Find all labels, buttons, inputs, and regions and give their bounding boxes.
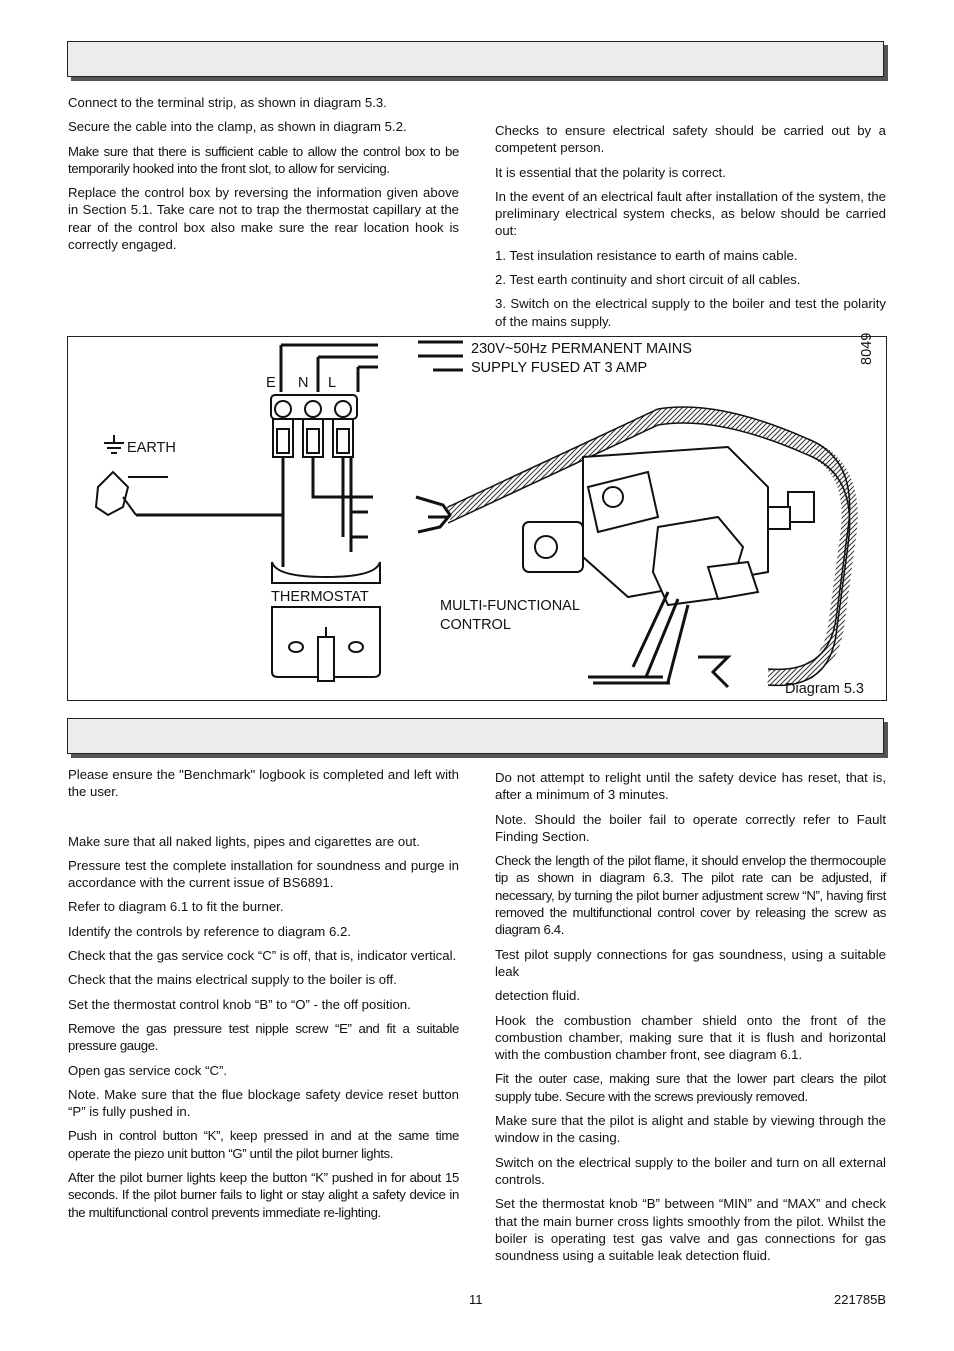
list-item: 2. Test earth continuity and short circuit of all cables. xyxy=(495,272,801,288)
thermostat-drawing xyxy=(272,562,380,681)
terminal-block xyxy=(271,395,357,457)
lower-wires xyxy=(136,457,373,567)
paragraph: Please ensure the "Benchmark" logbook is completed and left with the user. xyxy=(68,767,459,800)
paragraph: After the pilot burner lights keep the button “K” pushed in for about 15 seconds. If the pilot burner fails to light or stay alight a safety device in the multifunctional control prevents immediate re-lighting. xyxy=(68,1170,459,1220)
paragraph: Make sure that all naked lights, pipes and cigarettes are out. xyxy=(68,833,420,849)
left-bottom-column xyxy=(68,766,459,1228)
left-top-column xyxy=(68,94,459,260)
paragraph: detection fluid. xyxy=(495,988,581,1004)
paragraph: Fit the outer case, making sure that the lower part clears the pilot supply tube. Secure with the screws previously removed. xyxy=(495,1071,886,1104)
paragraph: Note. Should the boiler fail to operate correctly refer to Fault Finding Section. xyxy=(495,811,886,844)
paragraph: In the event of an electrical fault after installation of the system, the preliminary electrical system checks, as below should be carried out: xyxy=(495,188,886,239)
gas-valve-drawing xyxy=(523,447,814,605)
paragraph: Check that the mains electrical supply to the boiler is off. xyxy=(68,972,397,988)
list-item: 3. Switch on the electrical supply to the boiler and test the polarity of the mains supply. xyxy=(495,296,886,329)
terminal-label-l: L xyxy=(328,375,337,391)
cable-plug xyxy=(416,497,450,532)
paragraph: It is essential that the polarity is correct. xyxy=(495,164,726,180)
control-wires xyxy=(588,592,728,687)
paragraph: Make sure that the pilot is alight and stable by viewing through the window in the casing. xyxy=(495,1113,886,1146)
paragraph: Open gas service cock “C”. xyxy=(68,1062,228,1078)
mains-supply-label-line1: 230V~50Hz PERMANENT MAINS xyxy=(471,341,692,357)
right-bottom-column xyxy=(495,769,886,1271)
figure-number: 8049 xyxy=(859,332,875,365)
earth-connector xyxy=(96,472,168,515)
section-header-bar-top xyxy=(67,41,884,77)
mains-supply-label-line2: SUPPLY FUSED AT 3 AMP xyxy=(471,360,648,376)
earth-symbol xyxy=(104,435,124,453)
earth-label: EARTH xyxy=(127,440,176,456)
paragraph: Replace the control box by reversing the information given above in Section 5.1. Take care not to trap the thermostat capillary at the rear of the control box also make sure the rear location hook is correctly engaged. xyxy=(68,185,459,253)
terminal-label-e: E xyxy=(266,375,276,391)
paragraph: Do not attempt to relight until the safety device has reset, that is, after a minimum of 3 minutes. xyxy=(495,770,886,803)
paragraph: Note. Make sure that the flue blockage safety device reset button “P” is fully pushed in. xyxy=(68,1086,459,1120)
paragraph: Connect to the terminal strip, as shown in diagram 5.3. xyxy=(68,95,387,110)
paragraph: Push in control button “K”, keep pressed in and at the same time operate the piezo unit button “G” until the pilot burner lights. xyxy=(68,1128,459,1161)
paragraph: Hook the combustion chamber shield onto the front of the combustion chamber, making sure that it is flush and horizontal with the combustion chamber front, see diagram 6.1. xyxy=(495,1012,886,1063)
paragraph: Set the thermostat control knob “B” to “O” - the off position. xyxy=(68,996,411,1012)
paragraph: Switch on the electrical supply to the boiler and turn on all external controls. xyxy=(495,1154,886,1187)
section-header-bar-bottom xyxy=(67,718,884,754)
list-item: 1. Test insulation resistance to earth of mains cable. xyxy=(495,247,798,263)
paragraph: Set the thermostat knob “B” between “MIN” and “MAX” and check that the main burner cross lights smoothly from the pilot. Whilst the boiler is operating test gas valve and gas connections for gas soundness using a suitable leak detection fluid. xyxy=(495,1196,886,1264)
paragraph: Remove the gas pressure test nipple screw “E” and fit a suitable pressure gauge. xyxy=(68,1020,459,1054)
diagram-caption: Diagram 5.3 xyxy=(785,681,864,697)
paragraph: Make sure that there is sufficient cable to allow the control box to be temporarily hooked into the front slot, to allow for servicing. xyxy=(68,143,459,176)
right-top-column xyxy=(495,122,886,337)
paragraph: Secure the cable into the clamp, as shown in diagram 5.2. xyxy=(68,119,407,135)
paragraph: Checks to ensure electrical safety should be carried out by a competent person. xyxy=(495,123,886,156)
terminal-label-n: N xyxy=(298,375,309,391)
paragraph: Test pilot supply connections for gas soundness, using a suitable leak xyxy=(495,946,886,979)
paragraph: Identify the controls by reference to diagram 6.2. xyxy=(68,923,351,939)
paragraph: Check the length of the pilot flame, it should envelop the thermocouple tip as shown in diagram 6.3. The pilot rate can be adjusted, if necessary, by turning the pilot burner adjustment screw “N”, having first removed the multifunctional control cover by releasing the screw as diagram 6.4. xyxy=(495,853,886,938)
wiring-diagram xyxy=(67,332,887,701)
thermostat-label: THERMOSTAT xyxy=(271,589,369,605)
paragraph: Pressure test the complete installation for soundness and purge in accordance with the current issue of BS6891. xyxy=(68,857,459,891)
page-number: 11 xyxy=(469,1292,483,1307)
paragraph: Refer to diagram 6.1 to fit the burner. xyxy=(68,899,284,915)
paragraph: Check that the gas service cock “C” is off, that is, indicator vertical. xyxy=(68,948,457,964)
control-label-line2: CONTROL xyxy=(440,617,511,633)
document-code: 221785B xyxy=(834,1292,887,1307)
control-label-line1: MULTI-FUNCTIONAL xyxy=(440,598,580,614)
wiring-diagram-drawing xyxy=(68,337,886,700)
